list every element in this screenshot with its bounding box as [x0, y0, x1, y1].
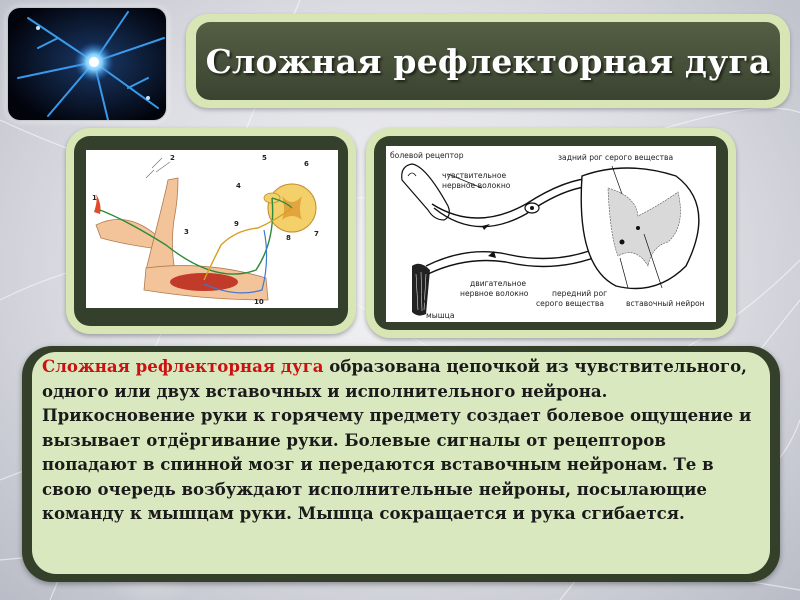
fig-label-1: 1	[92, 194, 97, 202]
reflex-arc-schematic	[386, 146, 716, 322]
fig-label-9: 9	[234, 220, 239, 228]
paragraph-1: образована цепочкой из чувствительного, одного или двух вставочных и исполнительного нейрона.	[42, 356, 747, 401]
description-text	[42, 354, 764, 526]
fig-label-2: 2	[170, 154, 175, 162]
label-interneuron: вставочный нейрон	[626, 299, 705, 308]
label-sensory-fiber-2: нервное волокно	[442, 181, 511, 190]
label-sensory-fiber-1: чувствительное	[442, 171, 507, 180]
fig-label-7: 7	[314, 230, 319, 238]
fig-label-6: 6	[304, 160, 309, 168]
label-motor-fiber-2: нервное волокно	[460, 289, 529, 298]
paragraph-2: Прикосновение руки к горячему предмету создает болевое ощущение и вызывает отдёргивание руки. Болевые сигналы от рецепторов попадают в спинной мозг и передаются вставочным нейронам. Те в свою очередь возбуждают исполнительные нейроны, посылающие команду к мышцам руки. Мышца сокращается и рука сгибается.	[42, 405, 752, 523]
fig-label-3: 3	[184, 228, 189, 236]
label-pain-receptor: болевой рецептор	[390, 151, 464, 160]
title-box	[196, 22, 780, 100]
right-figure-panel	[374, 136, 728, 330]
label-motor-fiber-1: двигательное	[470, 279, 527, 288]
fig-label-5: 5	[262, 154, 267, 162]
label-ventral-horn-1: передний рог	[552, 289, 608, 298]
label-dorsal-horn: задний рог серого вещества	[558, 153, 674, 162]
fig-label-10: 10	[254, 298, 264, 306]
fig-label-8: 8	[286, 234, 291, 242]
page-title: Сложная рефлекторная дуга	[205, 41, 771, 81]
term-highlight: Сложная рефлекторная дуга	[42, 356, 324, 376]
reflex-arm-diagram	[86, 150, 338, 308]
neuron-image	[8, 8, 166, 120]
label-ventral-horn-2: серого вещества	[536, 299, 605, 308]
fig-label-4: 4	[236, 182, 241, 190]
left-figure-panel	[74, 136, 348, 326]
label-muscle: мышца	[426, 311, 455, 320]
